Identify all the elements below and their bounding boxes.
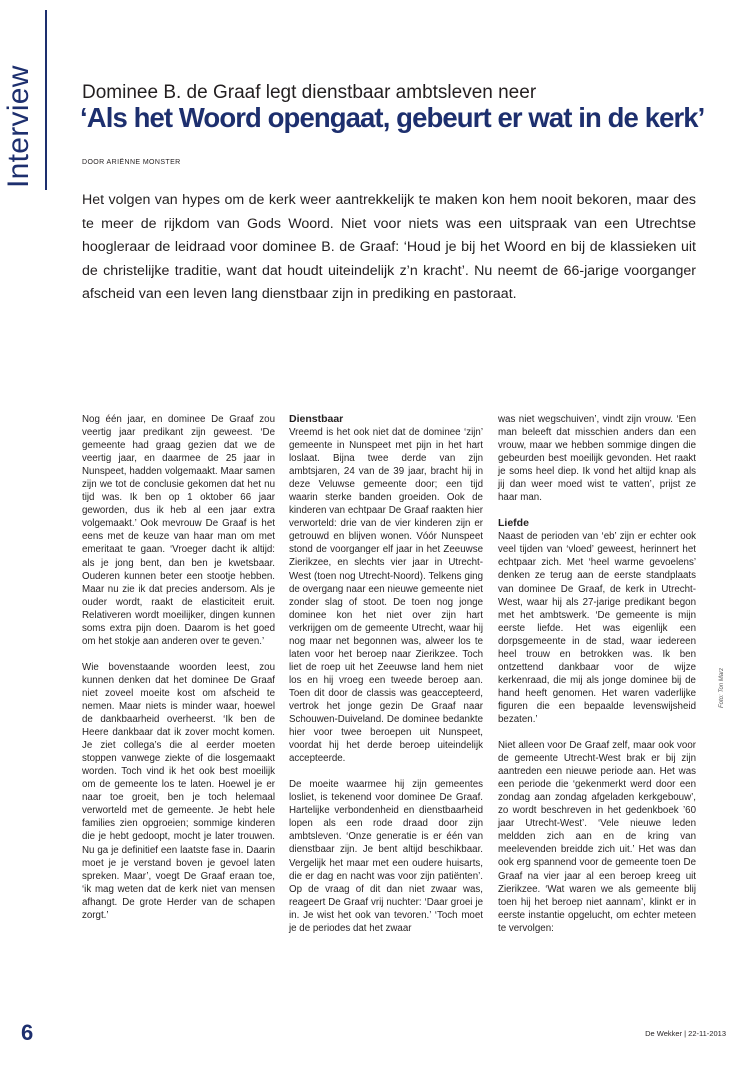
col3-paragraph-2: Naast de perioden van ‘eb’ zijn er echter ook veel tijden van ‘vloed’ geweest, herinnert het echtpaar zich. Met ‘heel warme gevoelens’ denken ze terug aan de eerste standplaats van dominee De Graaf, de kerk in Utrecht-West, waar hij als 27-jarige predikant begon met het ambtswerk. ‘De gemeente is mijn eerste liefde. Het was eigenlijk een dorpsgemeente in de stad, waar iedereen heel trouw en betrokken was. Ik ben ontzettend dankbaar voor de wijze kerkenraad, die mij als jonge dominee bij de hand heeft genomen. Het waren vaderlijke figuren die een bepaalde levenswijsheid bezaten.’ [498, 531, 696, 725]
column-2 [289, 413, 483, 935]
footer-publication: De Wekker | 22-11-2013 [645, 1029, 726, 1038]
kicker: Dominee B. de Graaf legt dienstbaar ambtsleven neer [82, 82, 537, 103]
col1-paragraph-2: Wie bovenstaande woorden leest, zou kunnen denken dat het dominee De Graaf niet zoveel moeite kost om afscheid te nemen. Maar niets is minder waar, hoewel de dankbaarheid overheerst. ‘Ik ben de Heere dankbaar dat ik zover mocht komen. Je ziet collega’s die al eerder moeten stoppen vanwege ziekte of die losgemaakt worden. Toch vind ik het ook best moeilijk om de gemeente los te laten. Hoewel je er naar toe groeit, ben je toch helemaal verworteld met de gemeente. Je hebt hele families zien opgroeien; sommige kinderen die je hebt gedoopt, mocht je later trouwen. Nu ga je definitief een laatste fase in. Daarin moet je je verstand boven je gevoel laten spreken. Maar’, voegt De Graaf eraan toe, ‘ik mag weten dat de kerk niet van mensen afhangt. De grote Herder van de schapen zorgt.’ [82, 661, 275, 921]
page-number: 6 [21, 1020, 34, 1045]
photo-credit: Foto: Ton Marz [719, 667, 725, 708]
column-3 [498, 413, 696, 935]
section-label: Interview [2, 65, 35, 188]
col2-paragraph-2: De moeite waarmee hij zijn gemeentes losliet, is tekenend voor dominee De Graaf. Hartelijke verbondenheid en dienstbaarheid lopen als een rode draad door zijn ambtsleven. ‘Onze generatie is er één van dienstbaar zijn. Je bent altijd beschikbaar. Vergelijk het maar met een oudere huisarts, die er dag en nacht was voor zijn patiënten’. Op de vraag of dit dan niet zwaar was, reageert De Graaf vrij nuchter: ‘Daar groei je in. Je wist het ook van tevoren.’ ‘Toch moet je de periodes dat het zwaar [289, 779, 483, 934]
subheading-dienstbaar: Dienstbaar [289, 413, 344, 425]
subheading-liefde: Liefde [498, 517, 529, 530]
col3-paragraph-1: was niet wegschuiven’, vindt zijn vrouw. ‘Een man beleeft dat misschien anders dan een vrouw, maar we hebben sommige dingen die gebeurden best moeilijk gevonden. Het raakt je soms heel diep. Ik vond het altijd knap als jij dan weer moed wist te vatten’, prijst ze haar man. [498, 414, 696, 504]
col2-paragraph-1: Vreemd is het ook niet dat de dominee ‘zijn’ gemeente in Nunspeet met pijn in het hart loslaat. Bijna twee derde van zijn ambtsjaren, 24 van de 39 jaar, bracht hij in deze Veluwse gemeente door; een tijd waarin sterke banden groeiden. Ook de kinderen van echtpaar De Graaf raakten hier verworteld: drie van de vier kinderen zijn er getrouwd en blijven wonen. Vóór Nunspeet stond de voorganger elf jaar in het Zeeuwse Zierikzee, en slechts vier jaar in Utrecht-West (toen nog Utrecht-Noord). Telkens ging de overgang naar een nieuwe gemeente niet zonder slag of stoot. De toen nog jonge dominee kon het niet over zijn hart verkrijgen om de gemeente Utrecht, waar hij nog maar net begonnen was, alweer los te laten voor het beroep naar Zierikzee. Toch liet de roep uit het Zeeuwse land hem niet los en hij vroeg een tweede beroep aan. Toen dit door de classis was geaccepteerd, vertrok het jonge gezin De Graaf naar Schouwen-Duiveland. De dominee bedankte hier voor twee beroepen uit Nunspeet, voordat hij het derde beroep uiteindelijk accepteerde. [289, 427, 483, 765]
column-1 [82, 413, 275, 935]
byline: DOOR ARIËNNE MONSTER [82, 159, 181, 166]
section-rule [45, 10, 47, 190]
col1-paragraph-1: Nog één jaar, en dominee De Graaf zou veertig jaar predikant zijn geweest. ‘De gemeente had graag gezien dat we de veertig jaar, en daarmee de 25 jaar in Nunspeet, hadden volgemaakt. Maar samen zijn we tot de conclusie gekomen dat het nu tijd was. Ik ben op 1 oktober 66 jaar geworden, dus ik heb al een jaar extra volgemaakt.’ Ook mevrouw De Graaf is het eens met de keuze van haar man om met emeritaat te gaan. ‘Vroeger dacht ik altijd: als je jong bent, dan ben je kwetsbaar. Ouderen kunnen beter een stootje hebben. Maar nu zie ik dat precies andersom. Als je ouder wordt, raakt de elasticiteit eruit. Relativeren wordt moeilijker, dingen kunnen soms extra pijn doen. Daarom is het goed om het stokje aan anderen over te geven.’ [82, 414, 275, 647]
col3-paragraph-3: Niet alleen voor De Graaf zelf, maar ook voor de gemeente Utrecht-West brak er bij zijn aantreden een nieuwe periode aan. Het was een periode die ‘gekenmerkt werd door een zondag aan zondag afgeladen kerkgebouw’, zo wordt beschreven in het gedenkboek ’60 jaar Utrecht-West’. ‘Vele nieuwe leden meldden zich aan en de kring van meelevenden breidde zich uit.’ Het was dan ook erg spannend voor de gemeente toen De Graaf na vier jaar al een beroep kreeg uit Zierikzee. ‘Wat waren we als gemeente blij toen hij het beroep niet aannam’, klinkt er in eerste instantie opgelucht, om echter meteen te vervolgen: [498, 740, 696, 934]
intro-paragraph [82, 189, 696, 307]
headline: ‘Als het Woord opengaat, gebeurt er wat in de kerk’ [80, 102, 705, 133]
intro-text: Het volgen van hypes om de kerk weer aantrekkelijk te maken kon hem nooit bekoren, maar des te meer de rijkdom van Gods Woord. Niet voor niets was een uitspraak van een Utrechtse hoogleraar de leidraad voor dominee B. de Graaf: ‘Houd je bij het Woord en bij de klassieken uit de christelijke traditie, want dat houdt uiteindelijk z’n kracht’. Nu neemt de 66-jarige voorganger afscheid van een leven lang dienstbaar zijn in prediking en pastoraat. [82, 192, 696, 302]
